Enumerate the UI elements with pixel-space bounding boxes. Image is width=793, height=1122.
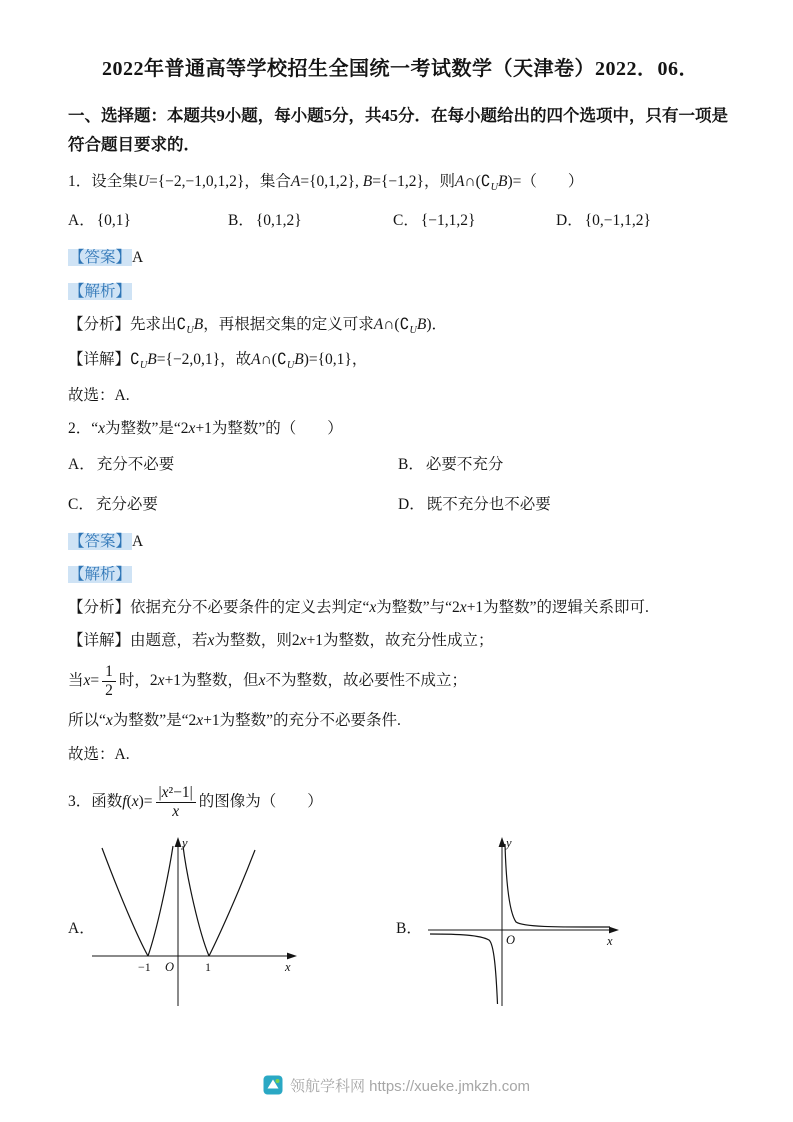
q1-options-row <box>68 209 733 232</box>
answer-label: 【答案】 <box>69 532 132 550</box>
q2-option-A <box>68 453 398 476</box>
q2-option-B-value: 必要不充分 <box>425 456 504 474</box>
q2-detail-3: 所以“x为整数”是“2x+1为整数”的充分不必要条件. <box>68 712 401 730</box>
q1-analysis: 【分析】先求出$∁_UB$，再根据交集的定义可求$A\cap(∁_UB)$． <box>68 315 447 336</box>
q1-answer-line <box>68 246 733 269</box>
graph-a-y-label: y <box>182 836 188 851</box>
q3-option-B-label: B． <box>396 920 422 938</box>
q1-option-B-value: {0,1,2} <box>255 212 302 230</box>
answer-label: 【答案】 <box>69 249 132 267</box>
q2-option-B <box>398 453 733 476</box>
q3-stem: 3．函数f(x)= $\frac{\text{|x²−1|}}{x}$ 的图像为（ ） <box>68 783 323 820</box>
q2-option-D-value: 既不充分也不必要 <box>426 496 551 514</box>
q1-detail: 【详解】$∁_UB=\{-2,0,1\}$，故$A\cap(∁_UB)=\{0,1\}$， <box>68 351 368 372</box>
graph-b-y-arrow-icon <box>499 837 506 847</box>
q2-analysis: 【分析】依据充分不必要条件的定义去判定“x为整数”与“2x+1为整数”的逻辑关系即可. <box>68 599 649 617</box>
q2-answer-line <box>68 530 733 553</box>
q1-option-D-value: {0,−1,1,2} <box>584 212 651 230</box>
q1-option-A <box>68 209 228 232</box>
q1-option-B <box>228 209 393 232</box>
q1-option-D <box>556 209 733 232</box>
q2-analysis-header <box>68 563 733 586</box>
graph-a-tick-neg1: −1 <box>138 960 151 975</box>
q1-answer-value: A <box>132 249 144 267</box>
q2-answer-value: A <box>132 532 144 550</box>
graph-b-x-arrow-icon <box>609 927 619 934</box>
q2-stem: 2．“x为整数”是“2x+1为整数”的（ ） <box>68 419 343 437</box>
footer-watermark <box>0 1075 793 1096</box>
q2-conclusion: 故选：A. <box>68 745 130 763</box>
q2-option-A-label: A． <box>68 456 95 474</box>
page-title: 2022年普通高等学校招生全国统一考试数学（天津卷）2022．06． <box>102 58 699 80</box>
graph-a-x-label: x <box>285 960 291 975</box>
graph-a-curve-right-inner <box>183 846 209 956</box>
q2-option-B-label: B． <box>398 456 424 474</box>
q3-graph-options <box>68 832 733 1020</box>
site-logo-icon <box>263 1075 283 1095</box>
footer-text: 领航学科网 https://xueke.jmkzh.com <box>289 1078 531 1095</box>
q1-option-C-label: C． <box>393 212 419 230</box>
graph-b-x-label: x <box>607 934 613 949</box>
q1-conclusion: 故选：A. <box>68 386 130 404</box>
graph-a-curve-right-outer <box>209 850 255 956</box>
q1-analysis-header <box>68 280 733 303</box>
q2-option-D-label: D． <box>398 496 425 514</box>
q2-options <box>68 453 733 517</box>
q2-option-C-label: C． <box>68 496 94 514</box>
graph-b-curve-left <box>430 934 498 1004</box>
graph-b-origin-label: O <box>506 933 516 948</box>
graph-a-tick-pos1: 1 <box>205 960 211 975</box>
q2-option-D <box>398 493 733 516</box>
graph-a-x-arrow-icon <box>287 953 297 960</box>
analysis-label: 【解析】 <box>69 282 132 300</box>
q1-option-C-value: {−1,1,2} <box>420 212 476 230</box>
q2-option-C-value: 充分必要 <box>95 496 158 514</box>
q3-option-A-label: A． <box>68 920 95 938</box>
graph-b-curve-right <box>505 844 610 927</box>
q1-option-B-label: B． <box>228 212 254 230</box>
graph-a-curve-left-inner <box>148 846 173 956</box>
analysis-label: 【解析】 <box>69 565 132 583</box>
q3-graph-a <box>88 834 303 1012</box>
graph-a-origin-label: O <box>165 960 175 975</box>
q1-option-A-label: A． <box>68 212 95 230</box>
q1-option-A-value: {0,1} <box>96 212 131 230</box>
graph-b-y-label: y <box>506 836 512 851</box>
q1-stem: 1．设全集U={−2,−1,0,1,2}，集合A={0,1,2}, B={−1,2}，则$A\cap(∁_UB)=$（ ） <box>68 172 584 193</box>
q3-graph-b <box>424 834 624 1012</box>
graph-a-y-arrow-icon <box>175 837 182 847</box>
section-header: 一、选择题：本题共9小题，每小题5分，共45分．在每小题给出的四个选项中，只有一项是符合题目要求的． <box>68 106 728 155</box>
q2-detail-1: 【详解】由题意，若x为整数，则2x+1为整数，故充分性成立； <box>68 632 494 650</box>
q2-option-C <box>68 493 398 516</box>
q2-option-A-value: 充分不必要 <box>96 456 175 474</box>
q1-option-D-label: D． <box>556 212 583 230</box>
q1-option-C <box>393 209 556 232</box>
graph-a-curve-left-outer <box>102 848 148 956</box>
q2-detail-2: 当x= $\frac{1}{2}$ 时，2x+1为整数，但x不为整数，故必要性不成立； <box>68 662 467 699</box>
